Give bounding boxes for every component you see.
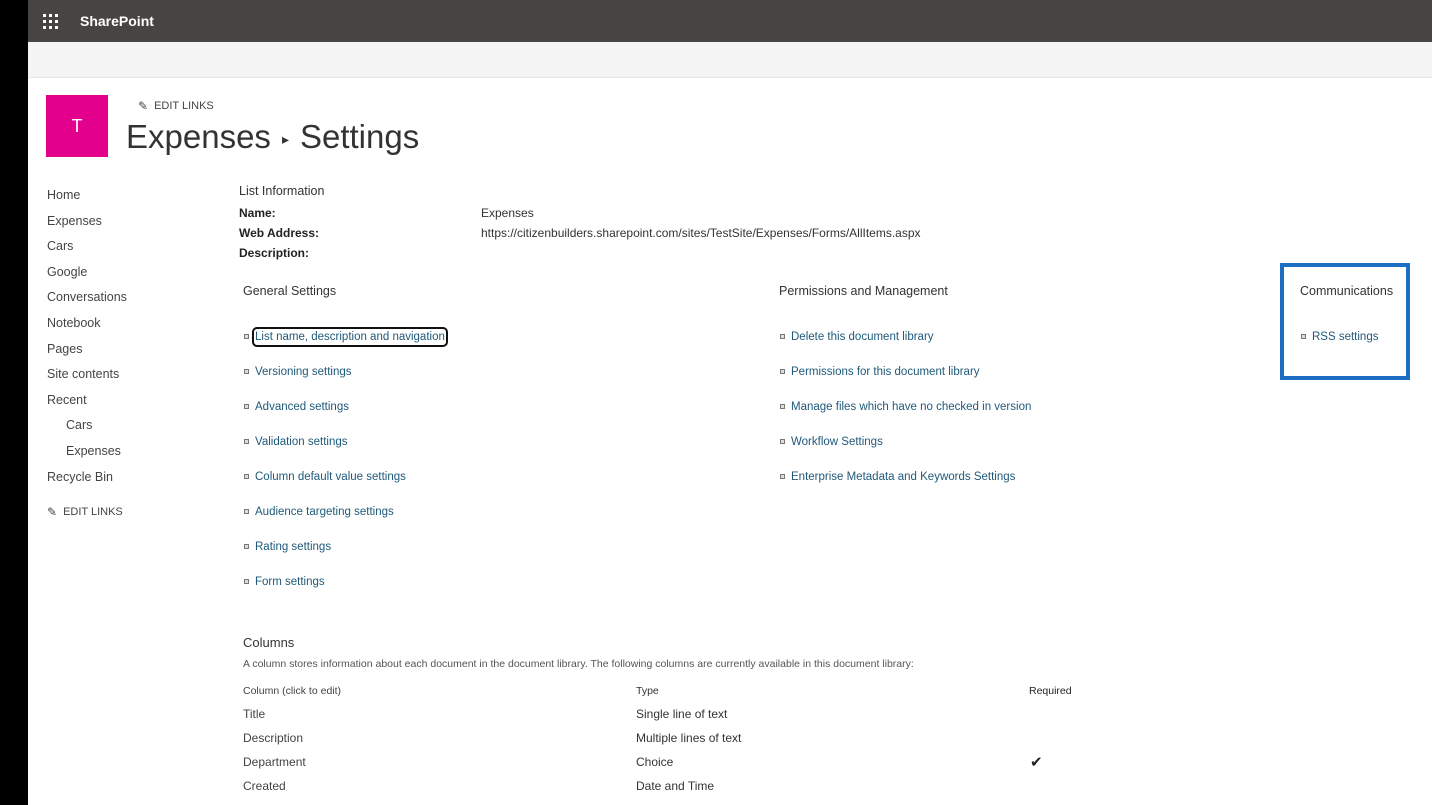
suite-bar xyxy=(28,0,1432,42)
link-label: Advanced settings xyxy=(255,401,349,413)
table-row xyxy=(243,774,1393,798)
bullet-icon xyxy=(244,369,249,374)
column-type: Date and Time xyxy=(636,779,715,793)
quick-launch-item-recent[interactable]: Recent xyxy=(47,392,87,407)
quick-launch-item-notebook[interactable]: Notebook xyxy=(47,315,101,330)
column-type: Multiple lines of text xyxy=(636,731,742,745)
quick-launch-item-home[interactable]: Home xyxy=(47,188,81,202)
general-settings-section xyxy=(243,284,445,610)
quick-launch-item-cars[interactable]: Cars xyxy=(47,239,74,254)
pencil-icon: ✎ xyxy=(47,505,58,520)
list-info-label: Name: xyxy=(239,206,276,220)
breadcrumb-list[interactable]: Expenses xyxy=(126,118,271,155)
columns-table-header xyxy=(243,680,1393,702)
bullet-icon xyxy=(244,509,249,514)
link-advanced-settings[interactable] xyxy=(243,400,445,435)
bullet-icon xyxy=(780,369,785,374)
app-launcher-icon[interactable] xyxy=(28,0,72,42)
link-label: Rating settings xyxy=(255,541,332,553)
bullet-icon xyxy=(244,404,249,409)
quick-launch-item-site-contents[interactable]: Site contents xyxy=(47,367,120,382)
edit-links-top-button[interactable] xyxy=(138,99,214,113)
link-label: Column default value settings xyxy=(255,471,406,483)
list-info-label: Description: xyxy=(239,246,310,260)
link-list-name-description-navigation[interactable] xyxy=(243,330,445,365)
link-label: Permissions for this document library xyxy=(791,366,980,378)
link-permissions-document-library[interactable] xyxy=(779,365,1031,400)
column-name-link[interactable]: Created xyxy=(243,779,286,793)
columns-table xyxy=(243,680,1393,798)
bullet-icon xyxy=(244,439,249,444)
list-info-label: Web Address: xyxy=(239,226,320,240)
general-settings-title: General Settings xyxy=(243,284,337,298)
bullet-icon xyxy=(244,579,249,584)
breadcrumb-current: Settings xyxy=(299,118,420,155)
link-label: Audience targeting settings xyxy=(255,506,394,518)
required-check-icon: ✔ xyxy=(1030,754,1043,771)
link-column-default-value-settings[interactable] xyxy=(243,470,445,505)
column-type: Single line of text xyxy=(636,707,728,721)
link-delete-document-library[interactable] xyxy=(779,330,1031,365)
settings-main xyxy=(239,184,1419,588)
page xyxy=(28,0,1432,805)
site-logo-letter: T xyxy=(71,115,83,136)
bullet-icon xyxy=(244,544,249,549)
link-label: Delete this document library xyxy=(791,331,934,343)
bullet-icon xyxy=(780,439,785,444)
column-name-link[interactable]: Department xyxy=(243,755,306,769)
quick-launch-item-conversations[interactable]: Conversations xyxy=(47,290,127,305)
quick-launch-item-recycle-bin[interactable]: Recycle Bin xyxy=(47,469,113,484)
breadcrumb-separator-icon: ▸ xyxy=(281,130,289,147)
bullet-icon xyxy=(780,404,785,409)
site-logo[interactable] xyxy=(46,95,108,157)
permissions-management-title: Permissions and Management xyxy=(779,284,948,298)
column-header-type: Type xyxy=(636,685,659,697)
list-information-table xyxy=(239,204,1419,264)
left-black-strip xyxy=(0,0,28,805)
link-label: Versioning settings xyxy=(255,366,352,378)
edit-links-nav-button[interactable] xyxy=(47,505,197,519)
link-audience-targeting-settings[interactable] xyxy=(243,505,445,540)
list-info-value: https://citizenbuilders.sharepoint.com/sites/TestSite/Expenses/Forms/AllItems.aspx xyxy=(481,226,921,240)
bullet-icon xyxy=(780,334,785,339)
bullet-icon xyxy=(244,474,249,479)
quick-launch-item-pages[interactable]: Pages xyxy=(47,341,83,356)
table-row xyxy=(243,726,1393,750)
link-versioning-settings[interactable] xyxy=(243,365,445,400)
list-information-heading: List Information xyxy=(239,184,325,198)
link-label: Workflow Settings xyxy=(791,436,883,448)
list-info-row-description xyxy=(239,244,1419,264)
link-rating-settings[interactable] xyxy=(243,540,445,575)
link-validation-settings[interactable] xyxy=(243,435,445,470)
link-enterprise-metadata-keywords[interactable] xyxy=(779,470,1031,505)
link-label: Enterprise Metadata and Keywords Settings xyxy=(791,471,1016,483)
list-info-row-name xyxy=(239,204,1419,224)
column-name-link[interactable]: Title xyxy=(243,707,266,721)
column-header-name: Column (click to edit) xyxy=(243,685,342,697)
link-label: Manage files which have no checked in version xyxy=(791,401,1032,413)
edit-links-top-label: EDIT LINKS xyxy=(154,100,214,112)
quick-launch xyxy=(47,185,197,519)
link-label: RSS settings xyxy=(1312,331,1379,343)
settings-sections xyxy=(243,284,1423,594)
columns-section xyxy=(243,635,1393,798)
link-manage-unchecked-files[interactable] xyxy=(779,400,1031,435)
list-info-row-web-address xyxy=(239,224,1419,244)
communications-highlight-box xyxy=(1280,263,1410,380)
quick-launch-item-google[interactable]: Google xyxy=(47,264,88,279)
link-label: Form settings xyxy=(255,576,325,588)
link-workflow-settings[interactable] xyxy=(779,435,1031,470)
bullet-icon xyxy=(244,334,249,339)
link-form-settings[interactable] xyxy=(243,575,445,610)
communications-title: Communications xyxy=(1300,284,1394,298)
column-name-link[interactable]: Description xyxy=(243,731,304,745)
edit-links-nav-label: EDIT LINKS xyxy=(63,506,123,519)
pencil-icon: ✎ xyxy=(138,99,149,113)
quick-launch-item-recent-cars[interactable]: Cars xyxy=(66,418,93,433)
list-info-value: Expenses xyxy=(481,206,534,220)
permissions-management-section xyxy=(779,284,1031,505)
link-label: List name, description and navigation xyxy=(255,331,445,343)
ribbon-bar xyxy=(28,42,1432,78)
table-row xyxy=(243,702,1393,726)
table-row xyxy=(243,750,1393,774)
column-header-required: Required xyxy=(1029,685,1072,697)
bullet-icon xyxy=(780,474,785,479)
column-type: Choice xyxy=(636,755,674,769)
quick-launch-item-expenses[interactable]: Expenses xyxy=(47,213,102,228)
app-name[interactable]: SharePoint xyxy=(80,13,154,29)
columns-description: A column stores information about each document in the document library. The following columns are currently available in this document library: xyxy=(243,658,914,670)
page-title xyxy=(126,118,419,156)
link-label: Validation settings xyxy=(255,436,348,448)
quick-launch-item-recent-expenses[interactable]: Expenses xyxy=(66,443,121,458)
columns-title: Columns xyxy=(243,635,295,650)
